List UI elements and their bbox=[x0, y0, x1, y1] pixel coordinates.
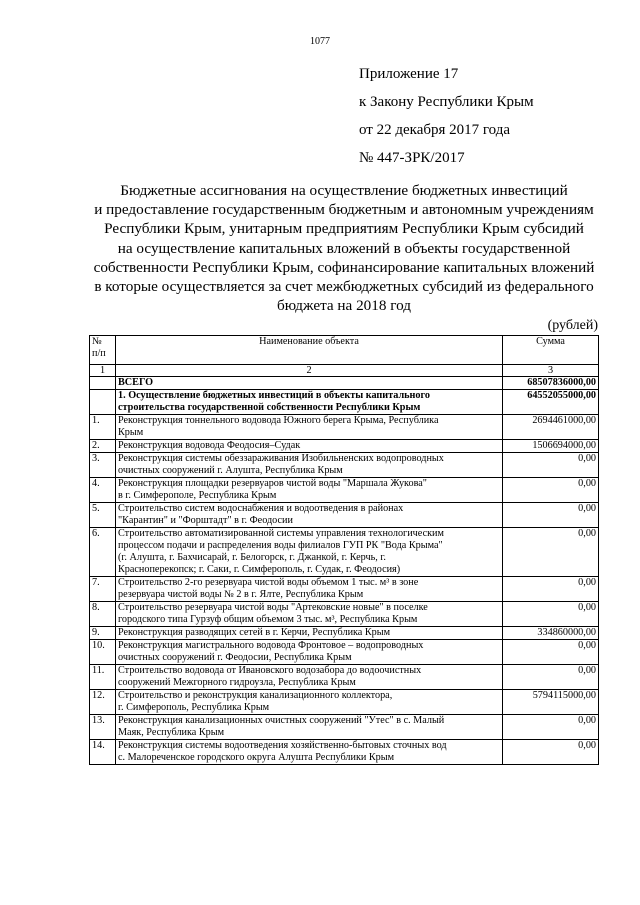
title-line: бюджета на 2018 год bbox=[277, 297, 411, 315]
row-sum: 1506694000,00 bbox=[503, 440, 599, 453]
row-number: 10. bbox=[90, 640, 116, 665]
row-sum: 5794115000,00 bbox=[503, 690, 599, 715]
row-number: 9. bbox=[90, 627, 116, 640]
row-sum: 0,00 bbox=[503, 665, 599, 690]
row-object-name bbox=[116, 740, 503, 765]
table-row bbox=[90, 715, 599, 740]
table-header-row bbox=[90, 336, 599, 365]
row-number: 5. bbox=[90, 503, 116, 528]
appendix-line: Приложение 17 bbox=[359, 66, 459, 82]
section-line: 1. Осуществление бюджетных инвестиций в объекты капитального bbox=[118, 390, 430, 401]
row-sum: 334860000,00 bbox=[503, 627, 599, 640]
row-sum: 0,00 bbox=[503, 577, 599, 602]
section-row bbox=[90, 390, 599, 415]
table-row bbox=[90, 577, 599, 602]
row-sum: 0,00 bbox=[503, 453, 599, 478]
row-name-line: процессом подачи и распределения воды филиалов ГУП РК "Вода Крыма" bbox=[118, 540, 443, 551]
table-row bbox=[90, 640, 599, 665]
row-object-name bbox=[116, 715, 503, 740]
row-name-line: Строительство и реконструкция канализационного коллектора, bbox=[118, 690, 393, 701]
section-line: строительства государственной собственности Республики Крым bbox=[118, 402, 421, 413]
row-name-line: Реконструкция водовода Феодосия–Судак bbox=[118, 440, 301, 451]
row-object-name bbox=[116, 602, 503, 627]
table-row bbox=[90, 440, 599, 453]
table-row bbox=[90, 453, 599, 478]
total-num bbox=[90, 377, 116, 390]
table-row bbox=[90, 690, 599, 715]
row-number: 6. bbox=[90, 528, 116, 577]
document-title bbox=[78, 181, 610, 315]
row-name-line: с. Малореченское городского округа Алушта Республики Крым bbox=[118, 752, 395, 763]
budget-table bbox=[89, 335, 599, 765]
row-sum: 0,00 bbox=[503, 640, 599, 665]
row-object-name bbox=[116, 415, 503, 440]
header-sum: Сумма bbox=[503, 336, 599, 365]
row-object-name bbox=[116, 453, 503, 478]
row-name-line: Реконструкция системы водоотведения хозяйственно-бытовых сточных вод bbox=[118, 740, 447, 751]
row-sum: 0,00 bbox=[503, 602, 599, 627]
appendix-line: к Закону Республики Крым bbox=[359, 94, 534, 110]
row-name-line: Маяк, Республика Крым bbox=[118, 727, 225, 738]
row-object-name bbox=[116, 528, 503, 577]
appendix-header bbox=[359, 60, 534, 172]
title-line: на осуществление капитальных вложений в объекты государственной bbox=[117, 239, 571, 257]
table-row bbox=[90, 528, 599, 577]
table-row bbox=[90, 627, 599, 640]
header-num-line: п/п bbox=[92, 348, 106, 359]
table-row bbox=[90, 503, 599, 528]
row-name-line: Реконструкция канализационных очистных сооружений "Утес" в с. Малый bbox=[118, 715, 445, 726]
row-name-line: резервуара чистой воды № 2 в г. Ялте, Республика Крым bbox=[118, 589, 364, 600]
appendix-line: от 22 декабря 2017 года bbox=[359, 122, 511, 138]
title-line: Республики Крым, унитарным предприятиям Республики Крым субсидий bbox=[104, 220, 584, 238]
row-object-name bbox=[116, 665, 503, 690]
table-row bbox=[90, 740, 599, 765]
row-number: 13. bbox=[90, 715, 116, 740]
row-name-line: Строительство 2-го резервуара чистой воды объемом 1 тыс. м³ в зоне bbox=[118, 577, 419, 588]
row-object-name bbox=[116, 640, 503, 665]
table-row bbox=[90, 602, 599, 627]
row-name-line: "Карантин" и "Форштадт" в г. Феодосии bbox=[118, 515, 293, 526]
table-row bbox=[90, 665, 599, 690]
header-name: Наименование объекта bbox=[116, 336, 503, 365]
row-number: 3. bbox=[90, 453, 116, 478]
header-num bbox=[90, 336, 116, 365]
row-number: 4. bbox=[90, 478, 116, 503]
row-name-line: Реконструкция разводящих сетей в г. Керчи, Республика Крым bbox=[118, 627, 391, 638]
total-label: ВСЕГО bbox=[116, 377, 503, 390]
row-name-line: очистных сооружений г. Феодосии, Республика Крым bbox=[118, 652, 352, 663]
table-row bbox=[90, 478, 599, 503]
row-name-line: Крым bbox=[118, 427, 144, 438]
row-object-name bbox=[116, 577, 503, 602]
row-name-line: в г. Симферополе, Республика Крым bbox=[118, 490, 277, 501]
appendix-line: № 447-ЗРК/2017 bbox=[359, 150, 465, 166]
row-name-line: Реконструкция площадки резервуаров чистой воды "Маршала Жукова" bbox=[118, 478, 427, 489]
row-sum: 0,00 bbox=[503, 503, 599, 528]
page-number: 1077 bbox=[310, 36, 330, 47]
row-sum: 0,00 bbox=[503, 528, 599, 577]
row-name-line: Строительство автоматизированной системы управления технологическим bbox=[118, 528, 444, 539]
row-number: 14. bbox=[90, 740, 116, 765]
row-number: 2. bbox=[90, 440, 116, 453]
column-number-row bbox=[90, 365, 599, 377]
row-name-line: Строительство резервуара чистой воды "Артековские новые" в поселке bbox=[118, 602, 428, 613]
row-number: 7. bbox=[90, 577, 116, 602]
row-sum: 2694461000,00 bbox=[503, 415, 599, 440]
row-name-line: городского типа Гурзуф общим объемом 3 тыс. м³, Республика Крым bbox=[118, 614, 418, 625]
row-name-line: (г. Алушта, г. Бахчисарай, г. Белогорск, г. Джанкой, г. Керчь, г. bbox=[118, 552, 386, 563]
title-line: Бюджетные ассигнования на осуществление бюджетных инвестиций bbox=[120, 182, 568, 199]
row-number: 11. bbox=[90, 665, 116, 690]
row-name-line: г. Симферополь, Республика Крым bbox=[118, 702, 270, 713]
row-name-line: Красноперекопск; г. Саки, г. Симферополь, г. Судак, г. Феодосия) bbox=[118, 564, 401, 575]
header-num-line: № bbox=[92, 336, 102, 347]
row-name-line: Строительство систем водоснабжения и водоотведения в районах bbox=[118, 503, 404, 514]
section-sum: 64552055000,00 bbox=[503, 390, 599, 415]
row-object-name bbox=[116, 478, 503, 503]
table-row bbox=[90, 415, 599, 440]
total-sum: 68507836000,00 bbox=[503, 377, 599, 390]
row-object-name bbox=[116, 440, 503, 453]
title-line: в которые осуществляется за счет межбюджетных субсидий из федерального bbox=[94, 278, 594, 296]
row-name-line: Реконструкция системы обеззараживания Изобильненских водопроводных bbox=[118, 453, 444, 464]
row-object-name bbox=[116, 627, 503, 640]
row-number: 1. bbox=[90, 415, 116, 440]
section-label bbox=[116, 390, 503, 415]
row-object-name bbox=[116, 690, 503, 715]
row-name-line: сооружений Межгорного гидроузла, Республика Крым bbox=[118, 677, 356, 688]
column-number: 2 bbox=[116, 365, 503, 377]
row-number: 12. bbox=[90, 690, 116, 715]
row-number: 8. bbox=[90, 602, 116, 627]
row-object-name bbox=[116, 503, 503, 528]
row-name-line: Строительство водовода от Ивановского водозабора до водоочистных bbox=[118, 665, 422, 676]
section-num bbox=[90, 390, 116, 415]
title-line: и предоставление государственным бюджетным и автономным учреждениям bbox=[94, 201, 594, 219]
row-name-line: Реконструкция магистрального водовода Фронтовое – водопроводных bbox=[118, 640, 424, 651]
column-number: 3 bbox=[503, 365, 599, 377]
unit-note: (рублей) bbox=[547, 318, 598, 333]
row-name-line: Реконструкция тоннельного водовода Южного берега Крыма, Республика bbox=[118, 415, 439, 426]
title-line: собственности Республики Крым, софинансирование капитальных вложений bbox=[93, 258, 595, 276]
row-sum: 0,00 bbox=[503, 478, 599, 503]
row-name-line: очистных сооружений г. Алушта, Республика Крым bbox=[118, 465, 343, 476]
row-sum: 0,00 bbox=[503, 740, 599, 765]
total-row bbox=[90, 377, 599, 390]
column-number: 1 bbox=[90, 365, 116, 377]
row-sum: 0,00 bbox=[503, 715, 599, 740]
